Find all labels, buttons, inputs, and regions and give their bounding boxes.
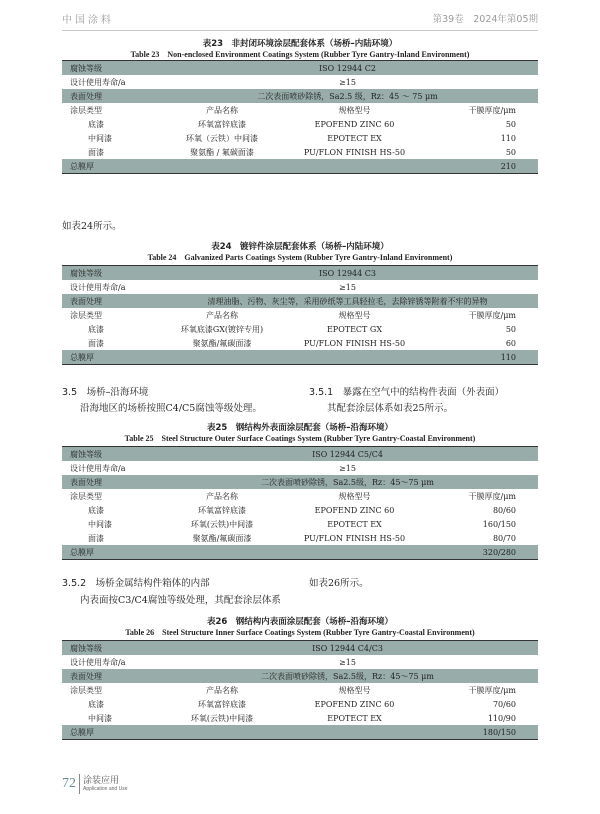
table-cell: ≥15: [339, 463, 356, 473]
section-heading: 3.5 场桥–沿海环境: [62, 387, 149, 398]
table-26-caption-cn: 表26 钢结构内表面涂层配套（场桥–沿海环境）: [206, 617, 394, 627]
column-header: 干膜厚度/μm: [468, 491, 516, 501]
table-cell: 50: [505, 324, 516, 334]
table-23-caption-cn: 表23 非封闭环境涂层配套体系（场桥–内陆环境）: [202, 39, 398, 49]
table-25-caption-cn: 表25 钢结构外表面涂层配套（场桥–沿海环境）: [206, 423, 394, 433]
column-header: 产品名称: [206, 310, 238, 320]
table-cell: ≥15: [339, 282, 356, 292]
table-cell: EPOFEND ZINC 60: [314, 505, 395, 515]
table-cell: 底漆: [88, 119, 104, 129]
table-row: [62, 117, 538, 131]
table-cell: 50: [505, 147, 516, 157]
table-cell: PU/FLON FINISH HS-50: [303, 147, 406, 157]
footer-section-en: Application and Use: [83, 786, 128, 792]
footer-section-cn: 涂装应用: [83, 776, 120, 786]
table-cell: 环氧底漆GX(镀锌专用): [180, 324, 264, 334]
table-row: [62, 280, 538, 294]
table-row: [62, 322, 538, 336]
table-cell: 80/60: [492, 505, 516, 515]
table-cell: 设计使用寿命/a: [70, 657, 126, 667]
table-row: [62, 531, 538, 545]
column-header: 干膜厚度/μm: [468, 310, 516, 320]
table-23: [62, 60, 538, 174]
table-cell: 二次表面喷砂除锈，Sa2.5级，Rz：45～75 μm: [157, 475, 538, 489]
table-cell: 二次表面喷砂除锈，Sa2.5 级，Rz：45 ～ 75 μm: [157, 89, 538, 103]
table-cell: 210: [422, 159, 538, 174]
table-cell: 环氧富锌底漆: [198, 119, 246, 129]
table-cell: 聚氨酯 / 氟碳面漆: [190, 147, 254, 157]
table-cell: 表面处理: [62, 669, 157, 683]
table-cell: PU/FLON FINISH HS-50: [303, 533, 406, 543]
table-total-row: [62, 545, 538, 560]
table-row: [62, 131, 538, 145]
journal-name: 中国涂料: [62, 15, 114, 26]
table-cell: ISO 12944 C3: [157, 266, 538, 281]
table-cell: 聚氨酯/氟碳面漆: [192, 533, 252, 543]
table-cell: 60: [505, 338, 516, 348]
table-cell: 中间漆: [88, 133, 112, 143]
table-header-row: [62, 103, 538, 117]
table-cell: 面漆: [88, 533, 104, 543]
table-cell: PU/FLON FINISH HS-50: [303, 338, 406, 348]
table-cell: ≥15: [339, 77, 356, 87]
table-cell: 总膜厚: [62, 350, 157, 365]
table-cell: 设计使用寿命/a: [70, 77, 126, 87]
table-cell: 中间漆: [88, 519, 112, 529]
column-header: 涂层类型: [70, 491, 102, 501]
table-cell: ≥15: [339, 657, 356, 667]
table-26: [62, 640, 538, 740]
table-cell: EPOTECT GX: [326, 324, 383, 334]
table-24-caption-cn: 表24 镀锌件涂层配套体系（场桥–内陆环境）: [211, 242, 389, 252]
table-cell: 160/150: [482, 519, 516, 529]
table-row: [62, 517, 538, 531]
table-cell: 腐蚀等级: [62, 266, 157, 281]
table-row: [62, 294, 538, 308]
table-row: [62, 711, 538, 725]
table-cell: ISO 12944 C4/C3: [157, 641, 538, 656]
table-header-row: [62, 489, 538, 503]
page-number: 72: [62, 776, 76, 791]
table-header-row: [62, 683, 538, 697]
table-cell: 180/150: [422, 725, 538, 740]
table-24-caption-en: Table 24 Galvanized Parts Coatings System (Rubber Tyre Gantry-Inland Environment): [147, 253, 453, 262]
table-row: [62, 669, 538, 683]
column-header: 规格型号: [338, 491, 371, 501]
table-cell: ISO 12944 C5/C4: [157, 447, 538, 462]
paragraph: 如表26所示。: [309, 578, 369, 589]
column-header: 涂层类型: [70, 105, 102, 115]
paragraph: 如表24所示。: [62, 221, 122, 232]
table-row: [62, 266, 538, 281]
table-total-row: [62, 350, 538, 365]
table-row: [62, 461, 538, 475]
table-cell: 中间漆: [88, 713, 112, 723]
table-header-row: [62, 308, 538, 322]
table-cell: 二次表面喷砂除锈，Sa2.5级，Rz：45～75 μm: [157, 669, 538, 683]
table-row: [62, 655, 538, 669]
table-cell: 总膜厚: [62, 545, 157, 560]
table-cell: 110: [500, 133, 516, 143]
table-row: [62, 336, 538, 350]
table-cell: 腐蚀等级: [62, 61, 157, 76]
table-24: [62, 265, 538, 365]
table-cell: 环氧（云铁）中间漆: [186, 133, 258, 143]
column-header: 产品名称: [206, 685, 238, 695]
table-cell: 70/60: [492, 699, 516, 709]
column-header: 干膜厚度/μm: [468, 685, 516, 695]
table-cell: 110/90: [487, 713, 516, 723]
table-23-caption-en: Table 23 Non-enclosed Environment Coatings System (Rubber Tyre Gantry-Inland Environment): [130, 50, 470, 59]
header-rule: [62, 30, 538, 31]
section-heading: 3.5.2 场桥金属结构件箱体的内部: [62, 578, 210, 589]
table-cell: EPOTECT EX: [327, 133, 382, 143]
column-header: 干膜厚度/μm: [468, 105, 516, 115]
table-cell: EPOFEND ZINC 60: [314, 699, 395, 709]
table-cell: 110: [422, 350, 538, 365]
table-26-caption-en: Table 26 Steel Structure Inner Surface Coatings System (Rubber Tyre Gantry-Coastal Environment): [125, 628, 475, 637]
table-row: [62, 503, 538, 517]
table-cell: EPOTECT EX: [327, 713, 382, 723]
table-row: [62, 75, 538, 89]
table-cell: 环氧富锌底漆: [198, 699, 246, 709]
table-25: [62, 446, 538, 560]
paragraph: 内表面按C3/C4腐蚀等级处理，其配套涂层体系: [80, 595, 281, 606]
table-row: [62, 61, 538, 76]
table-cell: 环氧富锌底漆: [198, 505, 246, 515]
table-row: [62, 447, 538, 462]
table-total-row: [62, 725, 538, 740]
column-header: 规格型号: [338, 310, 371, 320]
table-cell: 环氧(云铁)中间漆: [190, 519, 254, 529]
paragraph: 其配套涂层体系如表25所示。: [327, 403, 454, 414]
table-cell: 底漆: [88, 505, 104, 515]
table-row: [62, 475, 538, 489]
table-cell: 总膜厚: [62, 725, 157, 740]
table-cell: ISO 12944 C2: [157, 61, 538, 76]
table-cell: EPOTECT EX: [327, 519, 382, 529]
paragraph: 沿海地区的场桥按照C4/C5腐蚀等级处理。: [80, 403, 262, 414]
table-cell: 清理油脂、污物、灰尘等，采用砂纸等工具轻拉毛，去除锌锈等附着不牢的异物: [157, 294, 538, 308]
table-cell: 底漆: [88, 324, 104, 334]
column-header: 产品名称: [206, 491, 238, 501]
table-cell: 环氧(云铁)中间漆: [190, 713, 254, 723]
table-cell: 面漆: [88, 147, 104, 157]
table-cell: 腐蚀等级: [62, 641, 157, 656]
table-row: [62, 89, 538, 103]
table-25-caption-en: Table 25 Steel Structure Outer Surface Coatings System (Rubber Tyre Gantry-Coastal Environment): [124, 434, 476, 443]
table-cell: 总膜厚: [62, 159, 157, 174]
footer-divider: [79, 774, 80, 794]
section-heading: 3.5.1 暴露在空气中的结构件表面（外表面）: [309, 387, 505, 398]
table-cell: 80/70: [492, 533, 516, 543]
column-header: 涂层类型: [70, 685, 102, 695]
table-cell: 表面处理: [62, 294, 157, 308]
table-cell: 面漆: [88, 338, 104, 348]
table-cell: 320/280: [422, 545, 538, 560]
table-cell: 表面处理: [62, 475, 157, 489]
table-total-row: [62, 159, 538, 174]
table-cell: 腐蚀等级: [62, 447, 157, 462]
table-row: [62, 145, 538, 159]
table-row: [62, 697, 538, 711]
table-cell: 设计使用寿命/a: [70, 282, 126, 292]
table-cell: 表面处理: [62, 89, 157, 103]
table-row: [62, 641, 538, 656]
column-header: 产品名称: [206, 105, 238, 115]
table-cell: 聚氨酯/氟碳面漆: [192, 338, 252, 348]
column-header: 规格型号: [338, 685, 371, 695]
column-header: 规格型号: [338, 105, 371, 115]
table-cell: 设计使用寿命/a: [70, 463, 126, 473]
table-cell: 底漆: [88, 699, 104, 709]
table-cell: 50: [505, 119, 516, 129]
column-header: 涂层类型: [70, 310, 102, 320]
table-cell: EPOFEND ZINC 60: [314, 119, 395, 129]
issue-info: 第39卷 2024年第05期: [432, 14, 538, 25]
